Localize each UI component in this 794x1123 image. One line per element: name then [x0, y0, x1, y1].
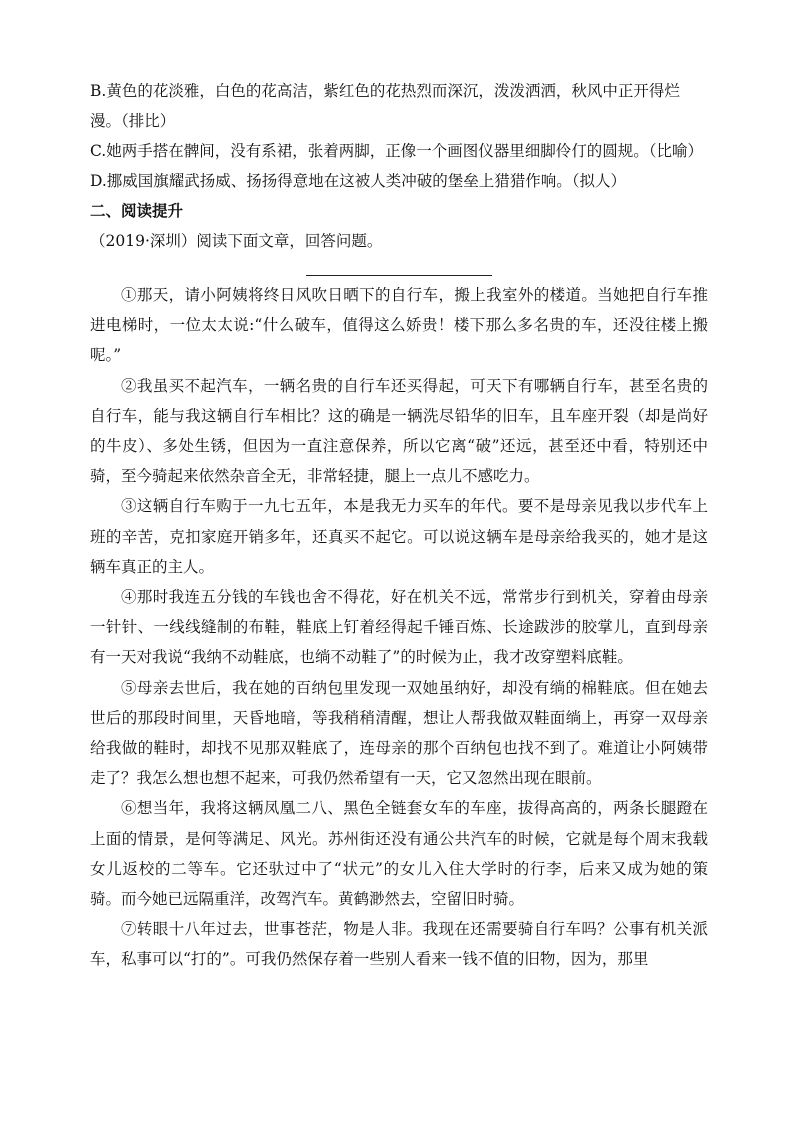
- divider-line: [306, 275, 492, 276]
- option-c: C.她两手搭在髀间，没有系裙，张着两脚，正像一个画图仪器里细脚伶仃的圆规。（比喻）: [90, 142, 703, 160]
- article-paragraph-4: ④那时我连五分钱的车钱也舍不得花，好在机关不远，常常步行到机关，穿着由母亲一针针、一线线缝制的布鞋，鞋底上钉着经得起千锤百炼、长途跋涉的胶掌儿，直到母亲有一天对我说“我纳不动鞋底，也绱不动鞋了”的时候为止，我才改穿塑料底鞋。: [90, 588, 708, 667]
- option-b: B.黄色的花淡雅，白色的花高洁，紫红色的花热烈而深沉，泼泼洒洒，秋风中正开得烂漫。（排比）: [90, 82, 680, 130]
- option-d: D.挪威国旗耀武扬威、扬扬得意地在这被人类冲破的堡垒上猎猎作响。（拟人）: [90, 172, 627, 190]
- article-paragraph-5: ⑤母亲去世后，我在她的百纳包里发现一双她虽纳好，却没有绱的棉鞋底。但在她去世后的那段时间里，天昏地暗，等我稍稍清醒，想让人帮我做双鞋面绱上，再穿一双母亲给我做的鞋时，却找不见那双鞋底了，连母亲的那个百纳包也找不到了。难道让小阿姨带走了？我怎么想也想不起来，可我仍然希望有一天，它又忽然出现在眼前。: [90, 678, 708, 788]
- article-paragraph-7: ⑦转眼十八年过去，世事苍茫，物是人非。我现在还需要骑自行车吗？公事有机关派车，私事可以“打的”。可我仍然保存着一些别人看来一钱不值的旧物，因为，那里: [90, 920, 708, 969]
- section-heading: 二、阅读提升: [90, 202, 184, 220]
- article-paragraph-3: ③这辆自行车购于一九七五年，本是我无力买车的年代。要不是母亲见我以步代车上班的辛苦，克扣家庭开销多年，还真买不起它。可以说这辆车是母亲给我买的，她才是这辆车真正的主人。: [90, 497, 708, 576]
- article-paragraph-2: ②我虽买不起汽车，一辆名贵的自行车还买得起，可天下有哪辆自行车，甚至名贵的自行车，能与我这辆自行车相比？这的确是一辆洗尽铅华的旧车，且车座开裂（却是尚好的牛皮）、多处生锈，但因为一直注意保养，所以它离“破”还远，甚至还中看，特别还中骑，至今骑起来依然杂音全无，非常轻捷，腿上一点儿不感吃力。: [90, 376, 708, 486]
- document-page: [90, 76, 708, 975]
- article-paragraph-1: ①那天，请小阿姨将终日风吹日晒下的自行车，搬上我室外的楼道。当她把自行车推进电梯时，一位太太说:“什么破车，值得这么娇贵！楼下那么多名贵的车，还没往楼上搬呢。”: [90, 286, 708, 365]
- article-paragraph-6: ⑥想当年，我将这辆凤凰二八、黑色全链套女车的车座，拔得高高的，两条长腿蹬在上面的情景，是何等满足、风光。苏州街还没有通公共汽车的时候，它就是每个周末我载女儿返校的二等车。它还驮过中了“状元”的女儿入住大学时的行李，后来又成为她的策骑。而今她已远隔重洋，改驾汽车。黄鹤渺然去，空留旧时骑。: [90, 799, 708, 909]
- section-instruction: （2019·深圳）阅读下面文章，回答问题。: [90, 232, 383, 250]
